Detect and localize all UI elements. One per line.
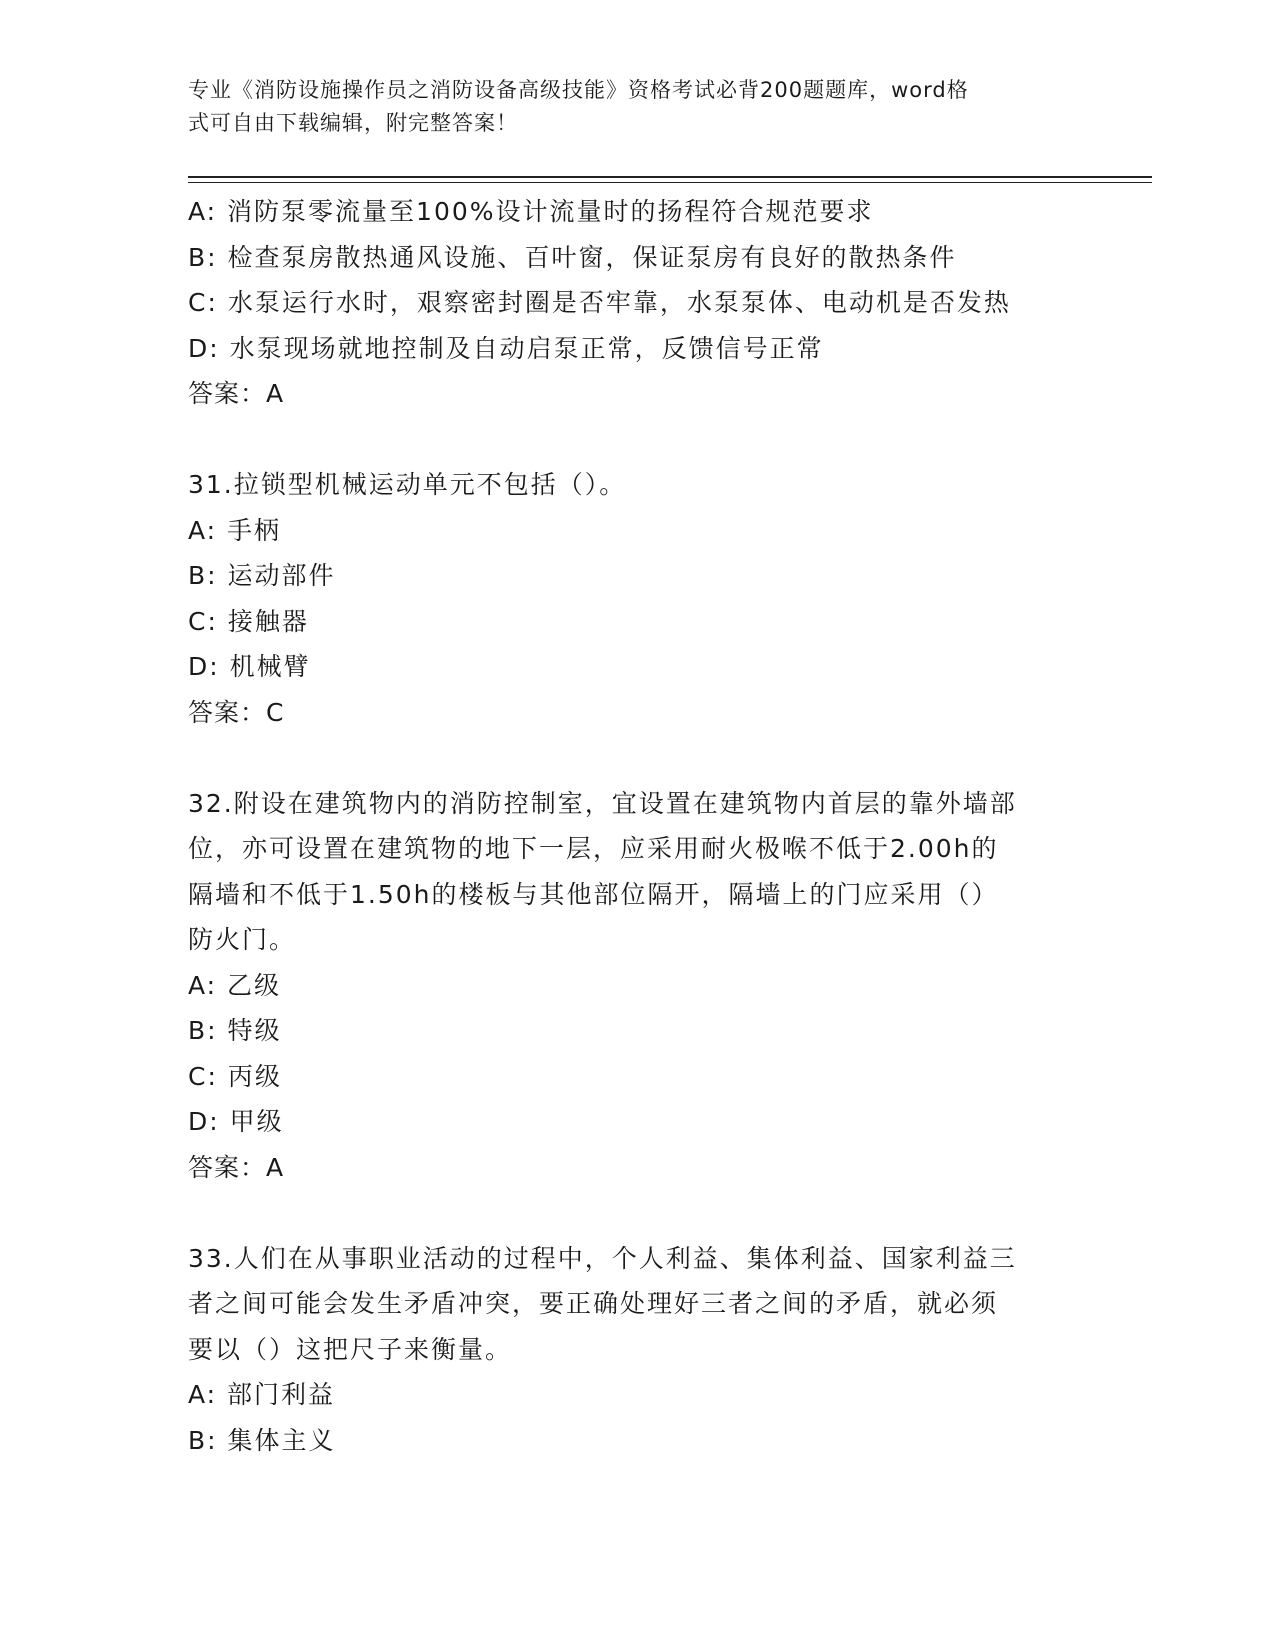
question-stem-line: 隔墙和不低于1.50h的楼板与其他部位隔开，隔墙上的门应采用（） <box>188 879 999 909</box>
option-text: 检查泵房散热通风设施、百叶窗，保证泵房有良好的散热条件 <box>227 242 957 272</box>
option-text: 集体主义 <box>227 1425 336 1455</box>
option-c <box>188 280 1088 326</box>
option-letter: B: <box>188 561 218 590</box>
option-letter: D: <box>188 1107 220 1136</box>
question-stem-line: 防火门。 <box>188 925 297 954</box>
option-b <box>188 553 1088 599</box>
question-stem: 31.拉锁型机械运动单元不包括（）。 <box>188 470 627 499</box>
option-letter: D: <box>188 333 220 363</box>
option-a <box>188 963 1088 1009</box>
option-letter: A: <box>188 515 218 545</box>
option-b <box>188 1008 1088 1054</box>
option-d <box>188 644 1088 690</box>
option-text: 水泵运行水时，艰察密封圈是否牢靠，水泵泵体、电动机是否发热 <box>227 288 1011 317</box>
option-letter: C: <box>188 606 218 636</box>
question-stem-line: 32.附设在建筑物内的消防控制室，宜设置在建筑物内首层的靠外墙部 <box>188 788 1017 818</box>
option-letter: B: <box>188 1425 218 1455</box>
question-spacer <box>188 735 1088 781</box>
answer-label: 答案： <box>188 1152 267 1182</box>
option-a <box>188 508 1088 554</box>
option-letter: D: <box>188 652 220 681</box>
option-d <box>188 1099 1088 1145</box>
option-text: 运动部件 <box>227 561 336 590</box>
question-33 <box>188 1236 1088 1464</box>
option-text: 水泵现场就地控制及自动启泵正常，反馈信号正常 <box>229 333 824 363</box>
answer-label: 答案： <box>188 379 267 408</box>
option-d <box>188 326 1088 372</box>
option-letter: A: <box>188 1380 218 1409</box>
option-text: 消防泵零流量至100%设计流量时的扬程符合规范要求 <box>227 197 874 226</box>
option-letter: B: <box>188 242 218 272</box>
answer-value: A <box>266 379 285 408</box>
question-prev <box>188 189 1088 417</box>
question-stem-line: 33.人们在从事职业活动的过程中，个人利益、集体利益、国家利益三 <box>188 1243 1017 1273</box>
question-stem-line: 要以（）这把尺子来衡量。 <box>188 1334 513 1364</box>
option-letter: B: <box>188 1016 218 1045</box>
answer-value: A <box>266 1152 285 1182</box>
option-c <box>188 599 1088 645</box>
header-line-2: 式可自由下载编辑，附完整答案！ <box>188 111 518 135</box>
option-text: 机械臂 <box>229 652 311 681</box>
answer-value: C <box>266 697 285 727</box>
option-text: 丙级 <box>227 1061 282 1091</box>
option-b <box>188 1418 1088 1464</box>
answer-line <box>188 1145 1088 1191</box>
answer-line <box>188 690 1088 736</box>
option-text: 甲级 <box>229 1107 284 1136</box>
option-text: 接触器 <box>227 606 309 636</box>
question-list <box>188 189 1088 1463</box>
option-b <box>188 235 1088 281</box>
question-32 <box>188 781 1088 1191</box>
header-divider-thick <box>188 176 1152 178</box>
option-a <box>188 1372 1088 1418</box>
option-letter: A: <box>188 970 218 1000</box>
option-letter: C: <box>188 1061 218 1091</box>
option-text: 部门利益 <box>227 1380 336 1409</box>
option-letter: C: <box>188 288 218 317</box>
question-stem-line: 者之间可能会发生矛盾冲突，要正确处理好三者之间的矛盾，就必须 <box>188 1289 999 1318</box>
option-text: 手柄 <box>227 515 282 545</box>
option-text: 特级 <box>227 1016 282 1045</box>
answer-label: 答案： <box>188 697 267 727</box>
header-divider-thin <box>188 182 1152 183</box>
option-c <box>188 1054 1088 1100</box>
question-31 <box>188 462 1088 735</box>
option-text: 乙级 <box>227 970 282 1000</box>
question-stem-line: 位，亦可设置在建筑物的地下一层，应采用耐火极喉不低于2.00h的 <box>188 834 999 863</box>
answer-line <box>188 371 1088 417</box>
question-spacer <box>188 1190 1088 1236</box>
option-letter: A: <box>188 197 218 226</box>
question-spacer <box>188 417 1088 463</box>
header-line-1: 专业《消防设施操作员之消防设备高级技能》资格考试必背200题题库，word格 <box>188 78 969 102</box>
document-header <box>188 74 1068 140</box>
option-a <box>188 189 1088 235</box>
